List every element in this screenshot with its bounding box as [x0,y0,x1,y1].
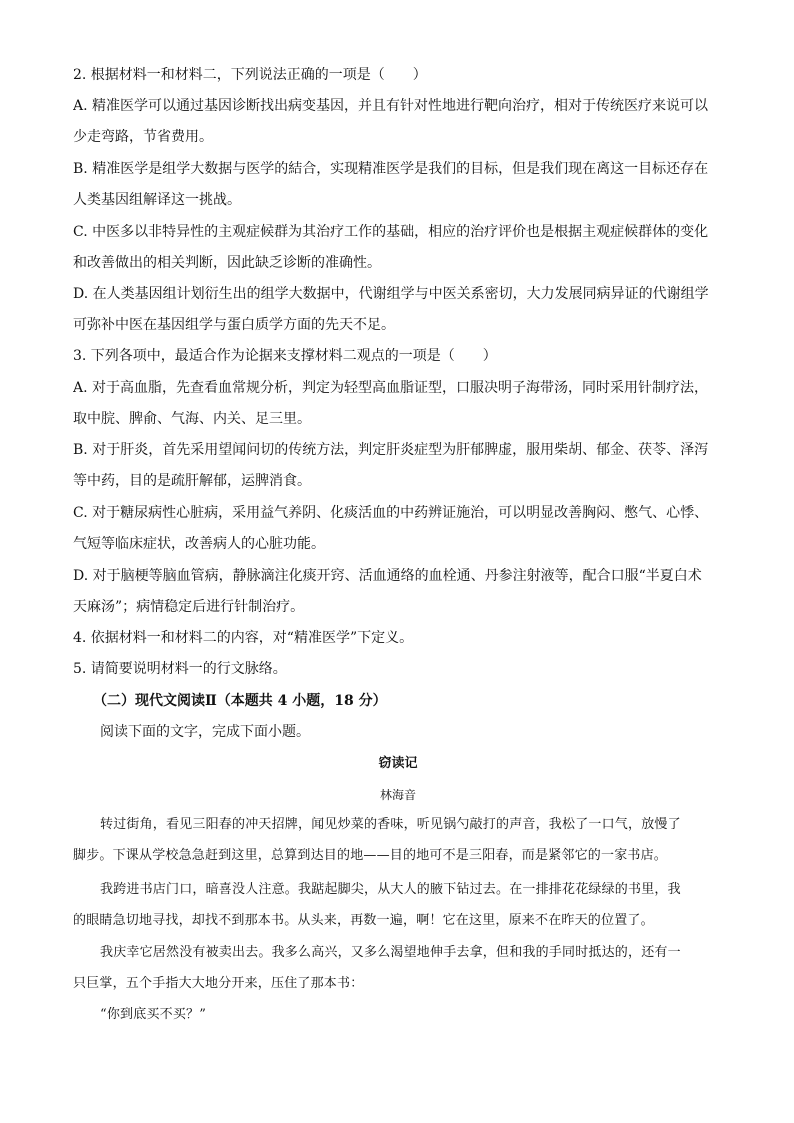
story-paragraph-3: 我庆幸它居然没有被卖出去。我多么高兴，又多么渴望地伸手去拿，但和我的手同时抵达的，还有一 [100,945,681,960]
question-2-option-a: A. 精准医学可以通过基因诊断找出病变基因，并且有针对性地进行靶向治疗，相对于传统医疗来说可以 [73,98,709,114]
question-3-option-a: A. 对于高血脂，先查看血常规分析，判定为轻型高血脂证型，口服决明子海带汤，同时采用针制疗法， [73,380,709,396]
question-2-option-c-cont: 和改善做出的相关判断，因此缺乏诊断的准确性。 [73,255,381,271]
question-2-stem: 2. 根据材料一和材料二，下列说法正确的一项是（ ） [73,67,427,83]
story-title: 窃读记 [378,756,418,771]
question-2-option-c: C. 中医多以非特异性的主观症候群为其治疗工作的基础，相应的治疗评价也是根据主观症候群体的变化 [73,224,709,240]
question-3-option-c-cont: 气短等临床症状，改善病人的心脏功能。 [73,536,325,552]
section-heading: （二）现代文阅读Ⅱ（本题共 4 小题，18 分） [93,693,387,709]
question-2-option-a-cont: 少走弯路，节省费用。 [73,129,213,145]
question-3-option-b-cont: 等中药，目的是疏肝解郁，运脾消食。 [73,473,311,489]
question-2-option-b: B. 精准医学是组学大数据与医学的結合，实现精准医学是我们的目标，但是我们现在离这一目标还存在 [73,161,709,177]
question-3-option-a-cont: 取中脘、脾俞、气海、内关、足三里。 [73,411,311,427]
story-paragraph-2-cont: 的眼睛急切地寻找，却找不到那本书。从头来，再数一遍，啊！它在这里，原来不在昨天的位置了。 [73,913,654,928]
story-paragraph-4: “你到底买不买？” [100,1007,207,1022]
question-3-stem: 3. 下列各项中，最适合作为论据来支撑材料二观点的一项是（ ） [73,348,497,364]
question-3-option-b: B. 对于肝炎，首先采用望闻问切的传统方法，判定肝炎症型为肝郁脾虚，服用柴胡、郁金、茯苓、泽泻 [73,442,709,458]
story-paragraph-1-cont: 脚步。下课从学校急急赶到这里，总算到达目的地——目的地可不是三阳春，而是紧邻它的一家书店。 [73,848,668,863]
question-5: 5. 请简要说明材料一的行文脉络。 [73,661,287,677]
question-4: 4. 依据材料一和材料二的内容，对“精准医学”下定义。 [73,630,414,646]
story-author: 林海音 [379,788,416,802]
story-paragraph-1: 转过街角，看见三阳春的冲天招牌，闻见炒菜的香味，听见锅勺敲打的声音，我松了一口气，放慢了 [100,817,681,832]
question-2-option-d: D. 在人类基因组计划衍生出的组学大数据中，代谢组学与中医关系密切，大力发展同病异证的代谢组学 [73,286,709,302]
question-3-option-d: D. 对于脑梗等脑血管病，静脉滴注化痰开窍、活血通络的血栓通、丹参注射液等，配合口服“半夏白术 [73,568,702,584]
question-2-option-b-cont: 人类基因组解译这一挑战。 [73,192,241,208]
question-2-option-d-cont: 可弥补中医在基因组学与蛋白质学方面的先天不足。 [73,317,395,333]
question-3-option-c: C. 对于糖尿病性心脏病，采用益气养阴、化痰活血的中药辨证施治，可以明显改善胸闷、憋气、心悸、 [73,505,709,521]
story-paragraph-3-cont: 只巨掌，五个手指大大地分开来，压住了那本书： [73,976,364,991]
section-instruction: 阅读下面的文字，完成下面小题。 [100,724,310,740]
story-paragraph-2: 我跨进书店门口，暗喜没人注意。我踮起脚尖，从大人的腋下钻过去。在一排排花花绿绿的书里，我 [100,882,681,897]
question-3-option-d-cont: 天麻汤”；病情稳定后进行针制治疗。 [73,599,305,615]
